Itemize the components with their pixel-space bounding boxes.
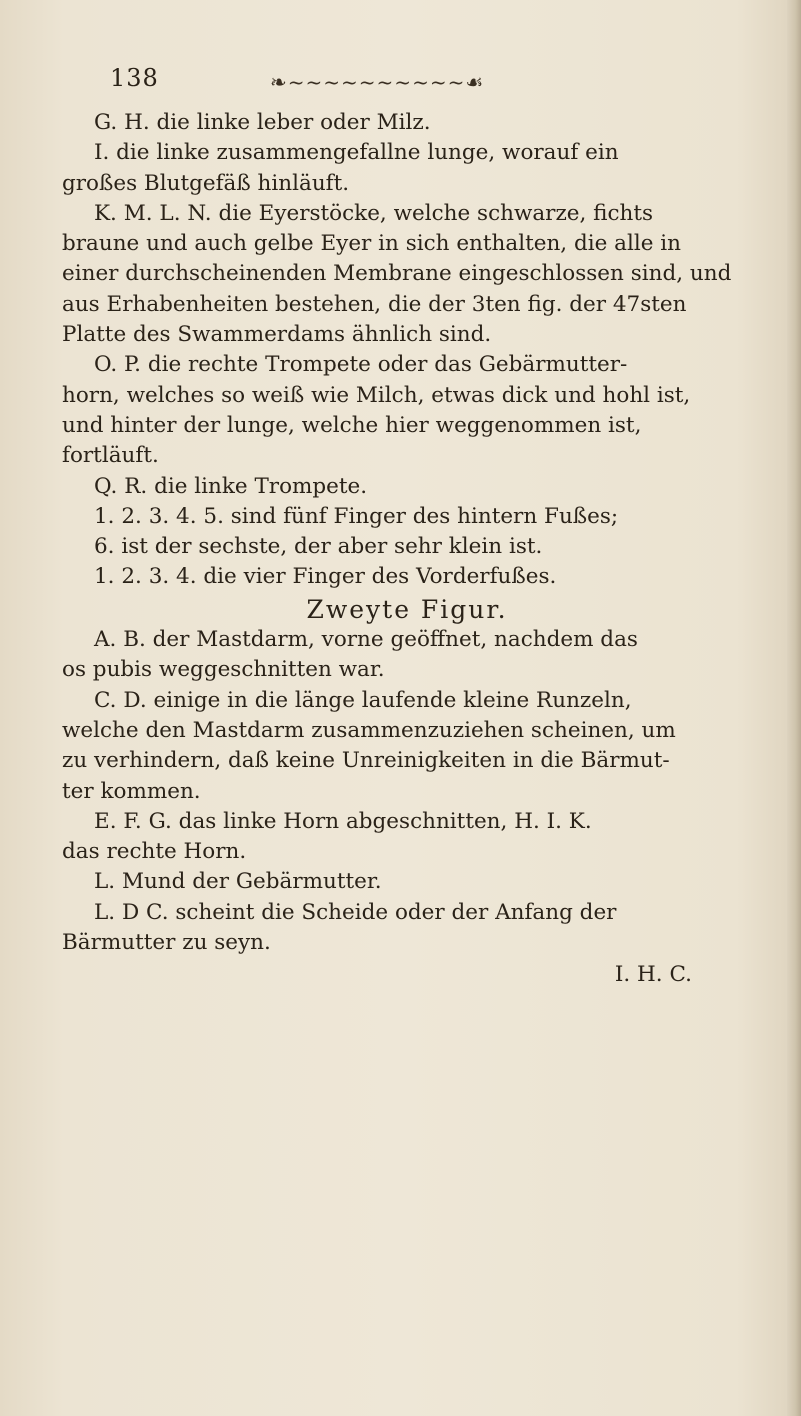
page-edge-shadow xyxy=(787,0,801,1416)
entry-ab-line-2: os pubis weggeschnitten war. xyxy=(62,657,385,683)
page-header xyxy=(110,64,710,104)
page-number: 138 xyxy=(110,64,159,92)
entry-k-line-2: braune und auch gelbe Eyer in sich enthalten, die alle in xyxy=(62,231,682,257)
entry-cd-line-4: ter kommen. xyxy=(62,778,201,804)
entry-i-line-2: großes Blutgefäß hinläuft. xyxy=(62,170,350,196)
section-title: Zweyte Figur. xyxy=(306,594,508,624)
entry-k-line-1: K. M. L. N. die Eyerstöcke, welche schwarze, fichts xyxy=(94,200,654,226)
entry-k-line-3: einer durchscheinenden Membrane eingeschlossen sind, und xyxy=(62,261,732,287)
entry-cd-line-2: welche den Mastdarm zusammenzuziehen scheinen, um xyxy=(62,717,676,743)
entry-op-line-3: und hinter der lunge, welche hier weggenommen ist, xyxy=(62,412,642,438)
entry-fingers-hind: 1. 2. 3. 4. 5. sind fünf Finger des hintern Fußes; xyxy=(94,503,619,529)
entry-k-line-5: Platte des Swammerdams ähnlich sind. xyxy=(62,322,492,348)
entry-ab-line-1: A. B. der Mastdarm, vorne geöffnet, nachdem das xyxy=(94,627,638,653)
entry-k-line-4: aus Erhabenheiten bestehen, die der 3ten fig. der 47sten xyxy=(62,291,687,317)
entry-l: L. Mund der Gebärmutter. xyxy=(94,869,382,895)
body-text xyxy=(62,108,752,991)
signature: I. H. C. xyxy=(614,962,692,988)
entry-cd-line-3: zu verhindern, daß keine Unreinigkeiten in die Bärmut- xyxy=(62,748,670,774)
entry-op-line-1: O. P. die rechte Trompete oder das Gebärmutter- xyxy=(94,352,628,378)
entry-qr: Q. R. die linke Trompete. xyxy=(94,473,368,499)
header-ornament: ❧~~~~~~~~~~☙ xyxy=(270,70,485,94)
entry-gh: G. H. die linke leber oder Milz. xyxy=(94,110,431,135)
entry-ldc-line-1: L. D C. scheint die Scheide oder der Anfang der xyxy=(94,899,617,925)
entry-i-line-1: I. die linke zusammengefallne lunge, worauf ein xyxy=(94,140,619,166)
entry-fingers-fore: 1. 2. 3. 4. die vier Finger des Vorderfußes. xyxy=(94,564,557,590)
entry-op-line-2: horn, welches so weiß wie Milch, etwas dick und hohl ist, xyxy=(62,382,691,408)
entry-efg-line-1: E. F. G. das linke Horn abgeschnitten, H. I. K. xyxy=(94,808,592,834)
entry-ldc-line-2: Bärmutter zu seyn. xyxy=(62,930,271,956)
entry-finger-six: 6. ist der sechste, der aber sehr klein ist. xyxy=(94,534,543,560)
entry-cd-line-1: C. D. einige in die länge laufende kleine Runzeln, xyxy=(94,687,632,713)
entry-op-line-4: fortläuft. xyxy=(62,443,159,469)
entry-efg-line-2: das rechte Horn. xyxy=(62,839,247,865)
